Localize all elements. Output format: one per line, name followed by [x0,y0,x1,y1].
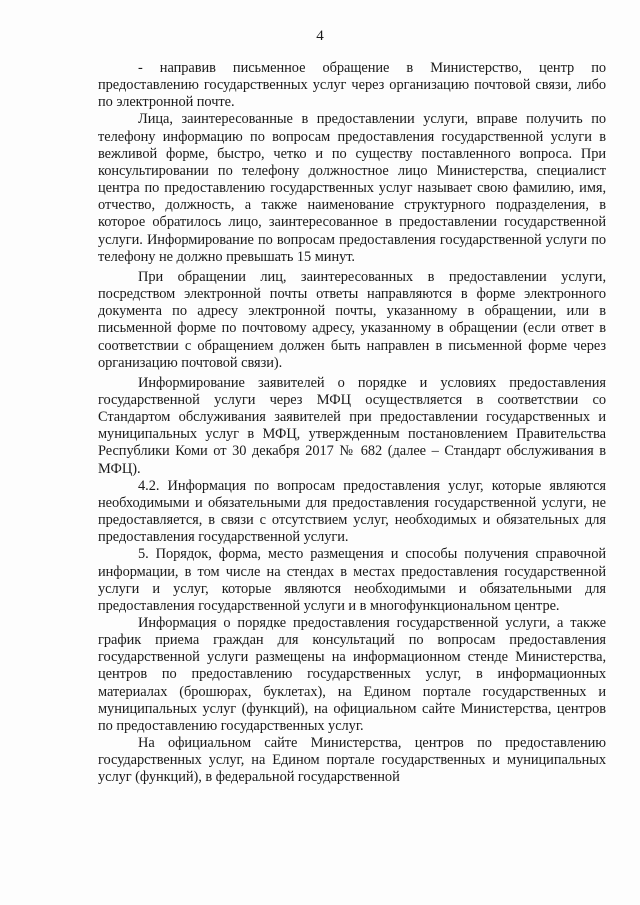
paragraph-info-placement: Информация о порядке предоставления государственной услуги, а также график приема граждан для консультаций по вопросам предоставления государственной услуги размещены на информационном стенде Министерства, центров по предоставлению государственных услуг, в информационных материалах (брошюрах, буклетах), на Едином портале государственных и муниципальных услуг (функций), на официальном сайте Министерства, центров по предоставлению государственных услуг. [98,615,606,734]
page-number: 4 [316,28,324,44]
paragraph-section-4-2: 4.2. Информация по вопросам предоставления услуг, которые являются необходимыми и обязательными для предоставления государственной услуги, не предоставляется, в связи с отсутствием услуг, необходимых и обязательных для предоставления государственной услуги. [98,477,606,546]
document-body [98,60,606,787]
paragraph-email-requests: При обращении лиц, заинтересованных в предоставлении услуги, посредством электронной почты ответы направляются в форме электронного документа по адресу электронной почты, указанному в обращении, или в письменной форме по почтовому адресу, указанному в обращении (если ответ в соответствии с обращением должен быть направлен в письменной форме через организацию почтовой связи). [98,268,606,371]
paragraph-written-request: - направив письменное обращение в Министерство, центр по предоставлению государственных услуг через организацию почтовой связи, либо по электронной почте. [98,60,606,111]
paragraph-phone-consultation: Лица, заинтересованные в предоставлении услуги, вправе получить по телефону информацию по вопросам предоставления государственной услуги в вежливой форме, быстро, четко и по существу поставленного вопроса. При консультировании по телефону должностное лицо Министерства, специалист центра по предоставлению государственных услуг называет свою фамилию, имя, отчество, должность, а также наименование структурного подразделения, в которое обратилось лицо, заинтересованное в предоставлении государственной услуги. Информирование по вопросам предоставления государственной услуги по телефону не должно превышать 15 минут. [98,111,606,265]
paragraph-mfc-informing: Информирование заявителей о порядке и условиях предоставления государственной услуги через МФЦ осуществляется в соответствии со Стандартом обслуживания заявителей при предоставлении государственных и муниципальных услуг в МФЦ, утвержденным постановлением Правительства Республики Коми от 30 декабря 2017 № 682 (далее – Стандарт обслуживания в МФЦ). [98,374,606,477]
paragraph-section-5-heading: 5. Порядок, форма, место размещения и способы получения справочной информации, в том числе на стендах в местах предоставления государственной услуги и услуг, которые являются необходимыми и обязательными для предоставления государственной услуги и в многофункциональном центре. [98,546,606,614]
paragraph-official-site: На официальном сайте Министерства, центров по предоставлению государственных услуг, на Едином портале государственных и муниципальных услуг (функций), в федеральной государственной [98,735,606,786]
